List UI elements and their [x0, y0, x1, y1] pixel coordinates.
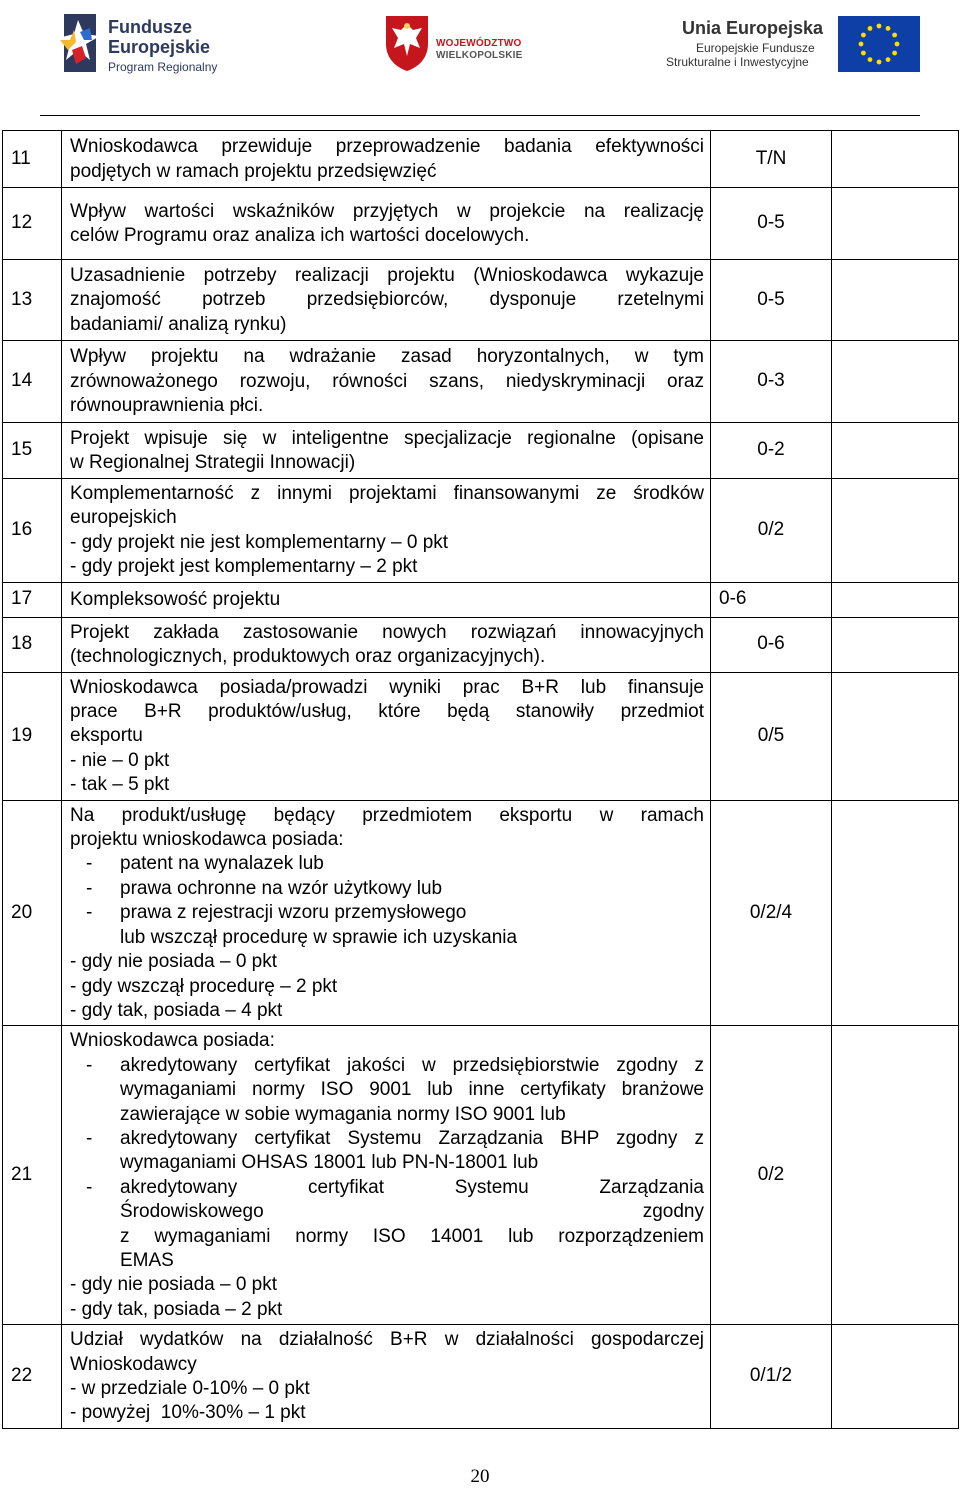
fe-subtitle: Program Regionalny [108, 60, 218, 74]
dash-item: - prawa ochronne na wzór użytkowy lub [70, 877, 704, 901]
desc-line: - gdy nie posiada – 0 pkt [70, 1274, 278, 1296]
wlkp-line1: WOJEWÓDZTWO [436, 38, 522, 49]
desc-line: - gdy wszczął procedurę – 2 pkt [70, 975, 338, 997]
row-description [62, 800, 711, 1026]
dash-marker: - [86, 902, 93, 924]
row-points: 0-6 [711, 582, 832, 617]
page-number: 20 [470, 1466, 490, 1487]
desc-line: Uzasadnienie potrzeby realizacji projektu (Wnioskodawca wykazuje [70, 264, 704, 286]
table-row [3, 617, 959, 672]
desc-line: - nie – 0 pkt [70, 749, 170, 771]
row-description [62, 188, 711, 260]
row-points: 0-5 [711, 260, 832, 341]
fe-star-mark-icon [56, 10, 102, 76]
desc-line: celów Programu oraz analiza ich wartości docelowych. [70, 225, 530, 246]
desc-line: Wnioskodawca posiada: [70, 1030, 275, 1052]
desc-line: znajomość potrzeb przedsiębiorców, dysponuje rzetelnymi [70, 289, 704, 311]
row-points: 0/1/2 [711, 1325, 832, 1429]
dash-marker: - [86, 877, 93, 899]
desc-line: - gdy tak, posiada – 4 pkt [70, 999, 283, 1021]
row-number: 14 [3, 341, 62, 423]
row-description [62, 423, 711, 479]
desc-line: - gdy projekt jest komplementarny – 2 pkt [70, 556, 418, 578]
dash-item: - akredytowany certyfikat Systemu Zarządzania Środowiskowego zgodny z wymaganiami normy ISO 14001 lub rozporządzeniem EMAS [86, 1176, 704, 1271]
wlkp-line2: WIELKOPOLSKIE [436, 50, 523, 61]
row-description [62, 672, 711, 800]
row-number: 18 [3, 617, 62, 672]
row-number: 21 [3, 1026, 62, 1325]
row-points: 0-6 [711, 617, 832, 672]
desc-line: - gdy tak, posiada – 2 pkt [70, 1298, 283, 1320]
wielkopolskie-logo [384, 14, 544, 74]
desc-line: - w przedziale 0-10% – 0 pkt [70, 1378, 310, 1399]
dash-item: - akredytowany certyfikat jakości w przedsiębiorstwie zgodny z wymaganiami normy ISO 9001 lub inne certyfikaty branżowe zawierające w sobie wymagania normy ISO 9001 lub [86, 1054, 704, 1125]
desc-line: Wnioskodawca posiada/prowadzi wyniki prac B+R lub finansuje [70, 676, 704, 698]
table-row [3, 131, 959, 188]
desc-line: (technologicznych, produktowych oraz organizacyjnych). [70, 646, 546, 668]
score-cell [832, 582, 959, 617]
row-points: 0-5 [711, 188, 832, 260]
table-row [3, 1026, 959, 1325]
desc-line: podjętych w ramach projektu przedsięwzięć [70, 160, 437, 182]
desc-line: w Regionalnej Strategii Innowacji) [70, 452, 356, 473]
row-points: 0-3 [711, 341, 832, 423]
score-cell [832, 188, 959, 260]
row-number: 16 [3, 479, 62, 583]
eagle-crest-icon [384, 14, 430, 72]
desc-line: równouprawnienia płci. [70, 395, 264, 417]
desc-line: badaniami/ analizą rynku) [70, 313, 287, 335]
score-cell [832, 479, 959, 583]
section-title: Kompleksowość projektu [62, 582, 711, 617]
desc-line: europejskich [70, 507, 177, 529]
table-row [3, 800, 959, 1026]
row-points: 0/2 [711, 479, 832, 583]
table-row [3, 341, 959, 423]
table-row [3, 188, 959, 260]
desc-line: - gdy nie posiada – 0 pkt [70, 951, 278, 973]
desc-line: prace B+R produktów/usług, które będą stanowiły przedmiot [70, 701, 704, 723]
row-description [62, 1026, 711, 1325]
desc-line: projektu wnioskodawca posiada: [70, 829, 344, 851]
row-points: T/N [711, 131, 832, 188]
ue-title: Unia Europejska [682, 18, 824, 38]
row-number: 20 [3, 800, 62, 1026]
table-row [3, 260, 959, 341]
dash-item: - patent na wynalazek lub [70, 852, 704, 876]
header-divider [40, 115, 920, 116]
row-description [62, 131, 711, 188]
desc-line: Na produkt/usługę będący przedmiotem eksportu w ramach [70, 804, 704, 826]
desc-line: Wpływ wartości wskaźników przyjętych w projekcie na realizację [70, 200, 704, 222]
fundusze-europejskie-logo [56, 8, 256, 78]
row-description [62, 260, 711, 341]
table-row [3, 1325, 959, 1429]
desc-line: Wpływ projektu na wdrażanie zasad horyzontalnych, w tym [70, 346, 704, 368]
desc-line: Projekt zakłada zastosowanie nowych rozwiązań innowacyjnych [70, 621, 704, 643]
row-points: 0/2/4 [711, 800, 832, 1026]
score-cell [832, 131, 959, 188]
desc-line: - tak – 5 pkt [70, 774, 170, 796]
row-description [62, 617, 711, 672]
table-row [3, 479, 959, 583]
fe-title-line2: Europejskie [108, 37, 211, 57]
score-cell [832, 1325, 959, 1429]
desc-line: Wnioskodawcy [70, 1353, 197, 1375]
desc-line: eksportu [70, 725, 143, 747]
score-cell [832, 800, 959, 1026]
dash-marker: - [86, 1127, 93, 1149]
row-number: 22 [3, 1325, 62, 1429]
score-cell [832, 617, 959, 672]
table-row [3, 672, 959, 800]
page-header [0, 0, 960, 118]
row-number: 12 [3, 188, 62, 260]
desc-line: lub wszczął procedurę w sprawie ich uzyskania [120, 926, 518, 948]
unia-europejska-logo [666, 14, 926, 76]
dash-marker: - [86, 853, 93, 875]
row-number: 19 [3, 672, 62, 800]
fe-title-line1: Fundusze [108, 17, 192, 37]
ue-subtitle-line2: Strukturalne i Inwestycyjne [666, 55, 809, 69]
row-number: 11 [3, 131, 62, 188]
desc-line: Komplementarność z innymi projektami finansowanymi ze środków [70, 483, 704, 504]
row-number: 17 [3, 582, 62, 617]
dash-item: - prawa z rejestracji wzoru przemysłowego [70, 901, 704, 925]
row-points: 0-2 [711, 423, 832, 479]
dash-marker: - [86, 1054, 93, 1076]
score-cell [832, 341, 959, 423]
desc-line: Projekt wpisuje się w inteligentne specjalizacje regionalne (opisane [70, 427, 704, 449]
desc-line: Wnioskodawca przewiduje przeprowadzenie badania efektywności [70, 136, 704, 158]
row-description [62, 479, 711, 583]
row-points: 0/5 [711, 672, 832, 800]
score-cell [832, 423, 959, 479]
eu-flag-icon [838, 16, 920, 72]
desc-line: Udział wydatków na działalność B+R w działalności gospodarczej [70, 1329, 704, 1351]
desc-line: - gdy projekt nie jest komplementarny – 0 pkt [70, 531, 449, 553]
row-description [62, 1325, 711, 1429]
score-cell [832, 260, 959, 341]
row-description [62, 341, 711, 423]
dash-item: - akredytowany certyfikat Systemu Zarządzania BHP zgodny z wymaganiami OHSAS 18001 lub PN-N-18001 lub [86, 1127, 704, 1174]
criteria-table [2, 130, 958, 1429]
desc-line: zrównoważonego rozwoju, równości szans, niedyskryminacji oraz [70, 370, 704, 392]
desc-line: - powyżej 10%-30% – 1 pkt [70, 1402, 306, 1424]
row-points: 0/2 [711, 1026, 832, 1325]
table-row [3, 423, 959, 479]
dash-marker: - [86, 1176, 93, 1198]
ue-subtitle-line1: Europejskie Fundusze [696, 41, 815, 55]
score-cell [832, 1026, 959, 1325]
row-number: 15 [3, 423, 62, 479]
row-number: 13 [3, 260, 62, 341]
score-cell [832, 672, 959, 800]
section-row-kompleksowosc [3, 582, 959, 617]
